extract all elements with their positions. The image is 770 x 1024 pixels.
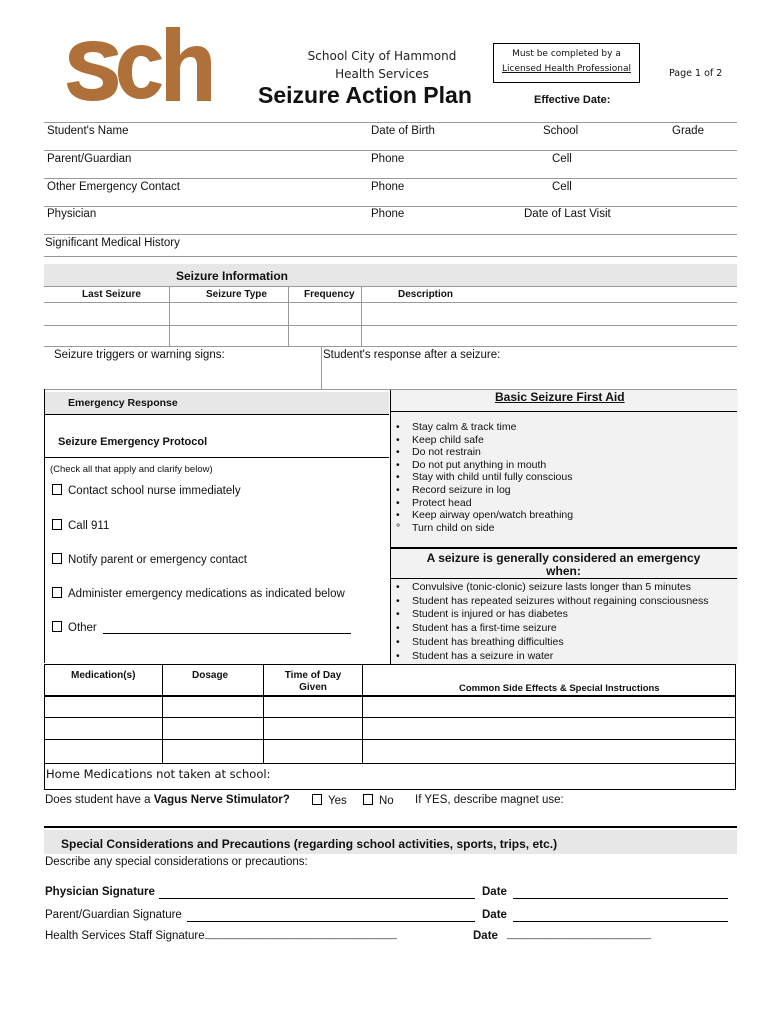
protocol-title: Seizure Emergency Protocol <box>58 436 208 448</box>
magnet-label: If YES, describe magnet use: <box>415 794 564 806</box>
col-divider <box>288 286 289 346</box>
option-notify-parent[interactable]: Notify parent or emergency contact <box>52 553 247 566</box>
list-item: • Student has a seizure in water <box>396 650 709 664</box>
list-item: • Record seizure in log <box>396 484 573 497</box>
col-divider <box>169 286 170 346</box>
rule <box>44 256 737 257</box>
rule <box>45 414 389 415</box>
seizure-info-header <box>44 264 737 286</box>
rule <box>44 325 737 326</box>
list-item: • Student has a first-time seizure <box>396 622 709 636</box>
rule <box>44 717 736 718</box>
emergency-response-title: Emergency Response <box>68 397 178 409</box>
cell-label: Cell <box>552 181 572 193</box>
list-item: • Convulsive (tonic-clonic) seizure lasts longer than 5 minutes <box>396 581 709 595</box>
effective-date-label: Effective Date: <box>534 94 611 106</box>
rule <box>44 286 737 287</box>
special-describe: Describe any special considerations or precautions: <box>45 856 308 868</box>
rule <box>44 122 737 123</box>
checkbox[interactable] <box>52 484 62 495</box>
school-label: School <box>543 125 579 137</box>
col-divider <box>162 664 163 764</box>
col-medications: Medication(s) <box>71 670 136 681</box>
rule <box>44 178 737 179</box>
rule <box>390 578 737 579</box>
checkbox[interactable] <box>52 587 62 598</box>
staff-signature-label: Health Services Staff Signature <box>45 930 205 942</box>
checkbox[interactable] <box>52 519 62 530</box>
rule <box>44 150 737 151</box>
staff-signature-line[interactable]: ________________________________________ <box>205 929 397 940</box>
first-aid-list <box>396 421 573 534</box>
date-label: Date <box>482 909 507 921</box>
protocol-note: (Check all that apply and clarify below) <box>50 464 213 475</box>
rule <box>44 206 737 207</box>
emergency-def-line1: A seizure is generally considered an emergency <box>426 551 701 565</box>
parent-signature-label: Parent/Guardian Signature <box>45 909 182 921</box>
grade-label: Grade <box>672 125 704 137</box>
notice-line2: Licensed Health Professional <box>501 64 631 74</box>
rule <box>44 302 737 303</box>
response-after-label: Student's response after a seizure: <box>323 349 501 361</box>
org-department: Health Services <box>335 67 429 81</box>
licensed-notice-box <box>493 43 640 83</box>
col-frequency: Frequency <box>304 289 355 300</box>
option-call-911[interactable]: Call 911 <box>52 519 109 532</box>
checkbox[interactable] <box>312 794 322 805</box>
col-divider <box>361 286 362 346</box>
vns-question: Does student have a Vagus Nerve Stimulator? <box>45 794 290 806</box>
rule <box>44 346 737 347</box>
rule <box>44 763 736 764</box>
other-input-line[interactable] <box>103 622 351 634</box>
org-name: School City of Hammond <box>307 49 457 63</box>
col-time-of-day: Time of Day Given <box>284 670 342 693</box>
medical-history-label: Significant Medical History <box>45 237 180 249</box>
vns-yes[interactable]: Yes <box>312 794 347 807</box>
sch-logo <box>66 25 212 107</box>
list-item: ° Turn child on side <box>396 522 573 535</box>
option-administer-meds[interactable]: Administer emergency medications as indicated below <box>52 587 345 600</box>
first-aid-title: Basic Seizure First Aid <box>495 390 625 404</box>
list-item: • Protect head <box>396 497 573 510</box>
list-item: • Keep child safe <box>396 434 573 447</box>
rule <box>44 826 737 828</box>
rule <box>44 695 736 697</box>
cell-label: Cell <box>552 153 572 165</box>
list-item: • Student has repeated seizures without regaining consciousness <box>396 595 709 609</box>
rule <box>45 457 389 458</box>
option-other[interactable]: Other <box>52 621 97 634</box>
phone-label: Phone <box>371 181 405 193</box>
physician-signature-line[interactable] <box>159 886 475 899</box>
col-description: Description <box>398 289 454 300</box>
list-item: • Stay with child until fully conscious <box>396 471 573 484</box>
emergency-def-line2: when: <box>546 564 581 578</box>
list-item: • Do not put anything in mouth <box>396 459 573 472</box>
emergency-def-title <box>390 552 737 578</box>
notice-line1: Must be completed by a <box>512 49 621 59</box>
parent-date-line[interactable] <box>513 909 728 922</box>
checkbox[interactable] <box>363 794 373 805</box>
col-divider <box>321 346 322 390</box>
checkbox[interactable] <box>52 621 62 632</box>
other-contact-label: Other Emergency Contact <box>47 181 180 193</box>
option-contact-nurse[interactable]: Contact school nurse immediately <box>52 484 241 497</box>
home-meds-label: Home Medications not taken at school: <box>46 767 271 781</box>
physician-label: Physician <box>47 208 97 220</box>
special-title: Special Considerations and Precautions (regarding school activities, sports, trips, etc.) <box>61 837 558 851</box>
date-label: Date <box>473 930 498 942</box>
staff-date-line[interactable]: ______________________________ <box>507 929 651 940</box>
emergency-def-list <box>396 581 709 663</box>
checkbox[interactable] <box>52 553 62 564</box>
phone-label: Phone <box>371 208 405 220</box>
list-item: • Stay calm & track time <box>396 421 573 434</box>
list-item: • Keep airway open/watch breathing <box>396 509 573 522</box>
date-label: Date <box>482 886 507 898</box>
rule <box>390 547 737 549</box>
students-name-label: Student's Name <box>47 125 129 137</box>
parent-guardian-label: Parent/Guardian <box>47 153 132 165</box>
vns-no[interactable]: No <box>363 794 394 807</box>
col-last-seizure: Last Seizure <box>82 289 141 300</box>
col-side-effects: Common Side Effects & Special Instructions <box>459 683 660 694</box>
page-title: Seizure Action Plan <box>258 82 472 108</box>
physician-date-line[interactable] <box>513 886 728 899</box>
list-item: • Do not restrain <box>396 446 573 459</box>
triggers-label: Seizure triggers or warning signs: <box>54 349 225 361</box>
last-visit-label: Date of Last Visit <box>524 208 611 220</box>
rule <box>44 234 737 235</box>
physician-signature-label: Physician Signature <box>45 886 155 898</box>
left-border <box>44 389 45 663</box>
seizure-info-title: Seizure Information <box>176 269 289 283</box>
list-item: • Student is injured or has diabetes <box>396 608 709 622</box>
rule <box>390 411 737 412</box>
list-item: • Student has breathing difficulties <box>396 636 709 650</box>
parent-signature-line[interactable] <box>187 909 475 922</box>
dob-label: Date of Birth <box>371 125 435 137</box>
col-dosage: Dosage <box>192 670 229 681</box>
rule <box>44 739 736 740</box>
phone-label: Phone <box>371 153 405 165</box>
page-number: Page 1 of 2 <box>669 68 723 79</box>
col-seizure-type: Seizure Type <box>206 289 267 300</box>
